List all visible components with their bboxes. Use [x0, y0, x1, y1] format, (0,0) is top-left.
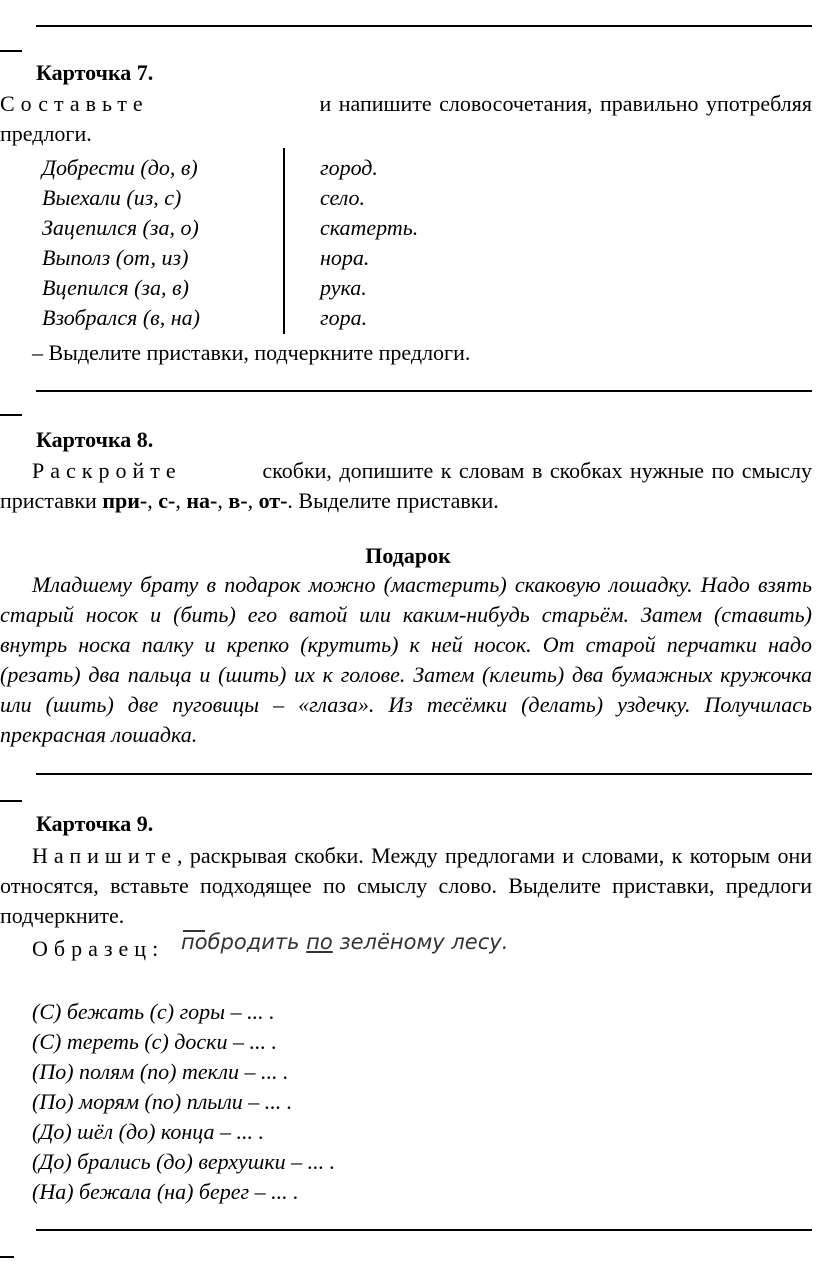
prefix: с- [158, 488, 176, 513]
card9-title: Карточка 9. [36, 811, 154, 836]
pair-left: Зацепился (за, о) [42, 215, 199, 240]
story-text: Младшему брату в подарок можно (мастерить) скаковую лошадку. Надо взять старый носок и (бить) его ватой или каким-нибудь старьём. Затем (ставить) внутрь носка палку и крепко (крутить) к ней носок. От старой перчатки надо (резать) два пальца и (шить) их к голове. Затем (клеить) два бумажных кружочка или (шить) две пуговицы – «глаза». Из тесёмки (делать) уздечку. Получилась прекрасная лошадка. [0, 572, 812, 747]
card9-instruction-text: , раскрывая скобки. Между предлогами и словами, к которым они относятся, вставьте подходящее по смыслу слово. Выделите приставки, предлоги подчеркните. [0, 843, 812, 928]
instruction-text: приставки [0, 488, 97, 513]
card7-instruction-line2: предлоги. [0, 121, 92, 146]
exercise-item: (С) тереть (с) доски – ... . [32, 1029, 277, 1054]
exercise-item: (До) шёл (до) конца – ... . [32, 1119, 265, 1144]
pair-right: рука. [320, 275, 367, 300]
card7-task: – Выделите приставки, подчеркните предлоги. [32, 340, 471, 365]
prefix: при- [102, 488, 148, 513]
prefix: в- [228, 488, 248, 513]
margin-dash [0, 50, 22, 52]
pair-right: гора. [320, 305, 368, 330]
exercise-item: (С) бежать (с) горы – ... . [32, 999, 275, 1024]
pair-left: Добрести (до, в) [42, 155, 198, 180]
pair-left: Выехали (из, с) [42, 185, 182, 210]
card8-instruction-verb: Раскройте [32, 458, 182, 483]
margin-dash [0, 414, 22, 416]
margin-dash [0, 800, 22, 802]
sample-rest: зелёному лесу. [339, 930, 509, 954]
card8-instruction-text: скобки, допишите к словам в скобках нужные по смыслу [262, 458, 812, 483]
separator-rule [36, 25, 812, 27]
pair-left: Взобрался (в, на) [42, 305, 200, 330]
card8-title: Карточка 8. [36, 427, 154, 452]
card7-instruction-verb: Составьте [0, 91, 149, 116]
card8-instruction-line2: приставки при-, с-, на-, в-, от-. Выделите приставки. [0, 488, 499, 513]
prefix: от- [258, 488, 288, 513]
pair-left: Выполз (от, из) [42, 245, 189, 270]
card7-instruction-text: и напишите словосочетания, правильно употребляя [319, 91, 812, 116]
sample-phrase [181, 930, 508, 954]
pair-right: село. [320, 185, 366, 210]
column-divider [283, 148, 285, 334]
card9-instruction [0, 841, 812, 931]
separator-rule [36, 773, 812, 775]
margin-dash [0, 1256, 14, 1258]
card7-instruction-line1 [0, 91, 812, 117]
separator-rule [36, 390, 812, 392]
card9-instruction-verb: Напишите [32, 843, 178, 868]
pair-right: скатерть. [320, 215, 419, 240]
pair-left: Вцепился (за, в) [42, 275, 189, 300]
card7-title: Карточка 7. [36, 60, 154, 85]
exercise-item: (По) полям (по) текли – ... . [32, 1059, 289, 1084]
separator-rule [36, 1229, 812, 1231]
pair-right: нора. [320, 245, 370, 270]
pair-right: город. [320, 155, 378, 180]
exercise-item: (По) морям (по) плыли – ... . [32, 1089, 293, 1114]
story-title: Подарок [365, 543, 451, 568]
sample-word: побродить [181, 930, 300, 954]
exercise-item: (До) брались (до) верхушки – ... . [32, 1149, 336, 1174]
exercise-item: (На) бежала (на) берег – ... . [32, 1179, 299, 1204]
sample-preposition: по [306, 930, 333, 954]
card8-instruction-line1 [32, 458, 812, 484]
prefix: на- [186, 488, 218, 513]
sample-row [32, 936, 164, 962]
instruction-text: Выделите приставки. [298, 488, 499, 513]
sample-label: Образец: [32, 936, 165, 961]
